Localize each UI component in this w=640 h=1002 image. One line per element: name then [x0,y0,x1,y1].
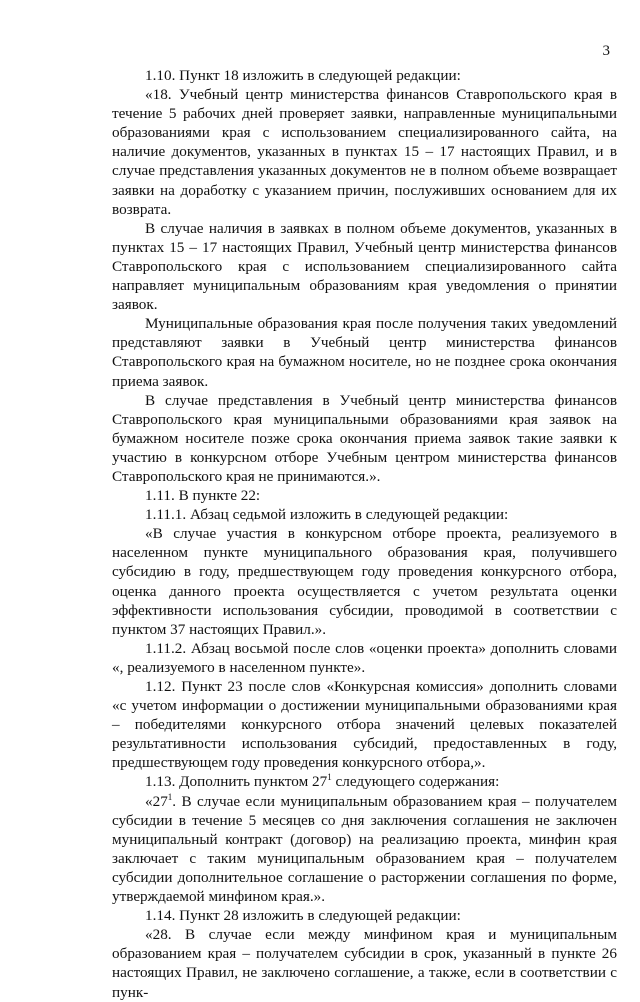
paragraph-text: В случае представления в Учебный центр министерства финансов Ставропольского края муниципальными образованиями края заявок на бумажном носителе позже срока окончания приема заявок такие заявки к участию в конкурсном отборе Учебным центром министерства финансов Ставропольского края не принимаются.». [112,391,617,485]
document-body [112,66,617,1002]
paragraph-1-13 [112,772,617,791]
paragraph-text: следующего содержания: [331,773,500,791]
paragraph-text: 1.10. Пункт 18 изложить в следующей редакции: [145,67,461,84]
paragraph-complete-documents [112,219,617,314]
paragraph-1-11-2 [112,639,617,677]
paragraph-text: «28. В случае если между минфином края и муниципальным образованием края – получателем субсидии в срок, указанный в пункте 26 настоящих Правил, не заключено соглашение, а также, если в соответствии с пунк- [112,926,617,1001]
paragraph-project-evaluation [112,524,617,639]
page-number: 3 [602,43,610,59]
paragraph-1-11-1 [112,505,617,524]
paragraph-point-28 [112,925,617,1001]
paragraph-1-14 [112,906,617,925]
superscript: 1 [327,772,332,783]
paragraph-text: 1.11.1. Абзац седьмой изложить в следующей редакции: [145,506,509,524]
paragraph-text: 1.11. В пункте 22: [145,487,261,505]
paragraph-point-18 [112,85,617,219]
paragraph-text: «18. Учебный центр министерства финансов Ставропольского края в течение 5 рабочих дней проверяет заявки, направленные муниципальными образованиями края с использованием специализированного сайта, на наличие документов, указанных в пунктах 15 – 17 настоящих Правил, и в случае представления указанных документов не в полном объеме возвращает заявки на доработку с указанием причин, послуживших основанием для их возврата. [112,86,617,218]
paragraph-text: 1.11.2. Абзац восьмой после слов «оценки проекта» дополнить словами «, реализуемого в населенном пункте». [112,639,617,676]
paragraph-1-10 [112,66,617,85]
superscript: 1 [167,791,173,802]
paragraph-text: 1.12. Пункт 23 после слов «Конкурсная комиссия» дополнить словами «с учетом информации о достижении муниципальными образованиями края – победителями конкурсного отбора значений целевых показателей результативности использования субсидий, предоставленных в году, предшествующем году проведения конкурсного отбора,». [112,678,617,772]
paragraph-1-12 [112,677,617,772]
paragraph-text: В случае наличия в заявках в полном объеме документов, указанных в пунктах 15 – 17 настоящих Правил, Учебный центр министерства финансов Ставропольского края с использованием специализированного сайта направляет муниципальным образованиям края уведомления о принятии заявок. [112,219,617,314]
paragraph-text: «В случае участия в конкурсном отборе проекта, реализуемого в населенном пункте муниципального образования края, получившего субсидию в году, предшествующем году проведения конкурсного отбора, оценка данного проекта осуществляется с учетом результата оценки эффективности использования субсидии, проводимой в соответствии с пунктом 37 настоящих Правил.». [112,525,617,638]
paragraph-1-11 [112,486,617,505]
paragraph-text: . В случае если муниципальным образованием края – получателем субсидии в течение 5 месяцев со дня заключения соглашения не заключен муниципальный контракт (договор) на реализацию проекта, минфин края заключает с таким муниципальным образованием края – получателем субсидии дополнительное соглашение о расторжении соглашения по форме, утверждаемой минфином края.». [112,792,617,906]
paragraph-late-submission [112,391,617,486]
paragraph-text: 1.13. Дополнить пунктом 27 [145,773,328,791]
paragraph-text: 1.14. Пункт 28 изложить в следующей редакции: [145,907,461,925]
paragraph-paper-submission [112,314,617,390]
paragraph-text: Муниципальные образования края после получения таких уведомлений представляют заявки в Учебный центр министерства финансов Ставропольского края на бумажном носителе, но не позднее срока окончания приема заявок. [112,315,617,390]
paragraph-point-27-1 [112,792,617,907]
paragraph-text: «27 [145,792,168,810]
